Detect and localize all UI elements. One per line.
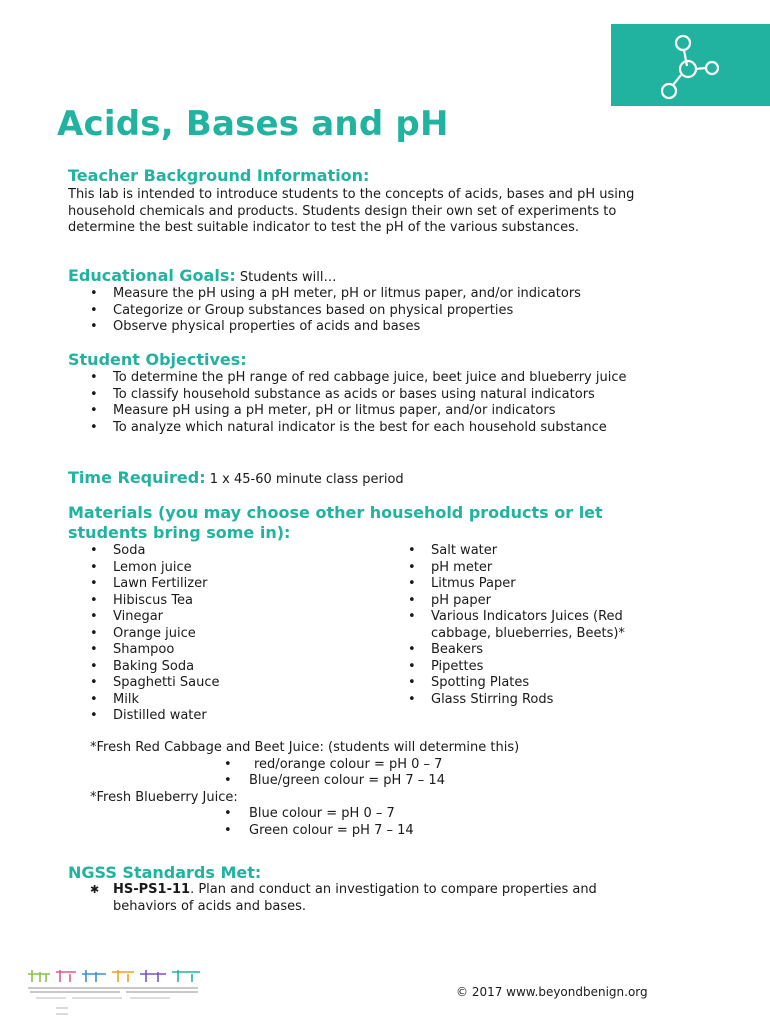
materials-section: [68, 503, 668, 725]
list-item: • Vinegar: [90, 609, 164, 624]
list-item: • Glass Stirring Rods: [408, 691, 554, 707]
molecule-icon: [611, 24, 770, 106]
background-section: [68, 166, 668, 237]
list-item: • Milk: [90, 691, 139, 707]
list-item: • Salt water: [408, 543, 498, 558]
list-item: • To classify household substance as acids or bases using natural indicators: [90, 386, 595, 402]
time-heading: Time Required:: [68, 468, 206, 487]
list-item: • Baking Soda: [90, 658, 195, 674]
list-item: • Blue/green colour = pH 7 – 14: [224, 773, 445, 788]
background-text: This lab is intended to introduce students to the concepts of acids, bases and pH using household chemicals and products. Students design their own set of experiments to determine the best suitable indicator to test the pH of the various substances.: [68, 187, 635, 235]
ngss-code: HS-PS1-11: [113, 882, 191, 897]
goals-heading: Educational Goals:: [68, 266, 236, 285]
ngss-list: [68, 882, 643, 915]
ngss-text: . Plan and conduct an investigation to compare properties and behaviors of acids and bases.: [113, 882, 597, 914]
ngss-section: [68, 863, 668, 915]
list-item: • Green colour = pH 7 – 14: [224, 822, 414, 838]
header-logo-banner: [611, 24, 770, 106]
background-heading: Teacher Background Information:: [68, 166, 370, 185]
list-item: • pH meter: [408, 559, 493, 575]
list-item: • Lemon juice: [90, 559, 192, 575]
materials-list-left: [68, 543, 386, 725]
list-item: • To analyze which natural indicator is the best for each household substance: [90, 419, 607, 435]
page-title: Acids, Bases and pH: [57, 104, 449, 144]
ngss-heading: NGSS Standards Met:: [68, 863, 262, 882]
list-item: • Blue colour = pH 0 – 7: [224, 806, 395, 821]
objectives-list: [68, 370, 643, 436]
beyond-benign-logo-icon: [26, 968, 206, 1024]
copyright-text: © 2017 www.beyondbenign.org: [456, 985, 648, 999]
list-item: • Categorize or Group substances based on physical properties: [90, 302, 514, 318]
goals-list: [68, 286, 668, 336]
objectives-heading: Student Objectives:: [68, 350, 247, 369]
list-item: • Spaghetti Sauce: [90, 675, 220, 690]
list-item: ✱ HS-PS1-11. Plan and conduct an investigation to compare properties and behaviors of acids and bases.: [90, 882, 597, 914]
list-item: • red/orange colour = pH 0 – 7: [224, 756, 443, 772]
list-item: • Observe physical properties of acids and bases: [90, 319, 421, 334]
list-item: • Orange juice: [90, 625, 196, 641]
list-item: • To determine the pH range of red cabbage juice, beet juice and blueberry juice: [90, 370, 627, 385]
list-item: • Beakers: [408, 642, 484, 657]
list-item: • Soda: [90, 543, 146, 558]
materials-heading: Materials (you may choose other household products or let students bring some in):: [68, 503, 603, 542]
list-item: • Measure pH using a pH meter, pH or litmus paper, and/or indicators: [90, 403, 556, 418]
indicator-notes: [90, 740, 690, 839]
list-item: • Measure the pH using a pH meter, pH or litmus paper, and/or indicators: [90, 286, 581, 301]
time-section: [68, 468, 668, 487]
list-item: • pH paper: [408, 592, 491, 608]
goals-section: [68, 266, 668, 336]
list-item: • Spotting Plates: [408, 675, 530, 690]
objectives-section: [68, 350, 668, 436]
list-item: • Lawn Fertilizer: [90, 576, 208, 591]
list-item: • Litmus Paper: [408, 576, 516, 591]
list-item: • Hibiscus Tea: [90, 592, 194, 608]
goals-lead: Students will…: [239, 270, 337, 285]
time-value: 1 x 45-60 minute class period: [209, 472, 404, 487]
list-item: • Pipettes: [408, 658, 484, 674]
cabbage-note-label: *Fresh Red Cabbage and Beet Juice: (students will determine this): [90, 740, 520, 755]
list-item: • Shampoo: [90, 642, 175, 657]
materials-list-right: [386, 543, 651, 725]
list-item: • Distilled water: [90, 708, 207, 723]
blueberry-note-label: *Fresh Blueberry Juice:: [90, 789, 238, 805]
list-item: • Various Indicators Juices (Red cabbage, blueberries, Beets)*: [408, 609, 625, 641]
